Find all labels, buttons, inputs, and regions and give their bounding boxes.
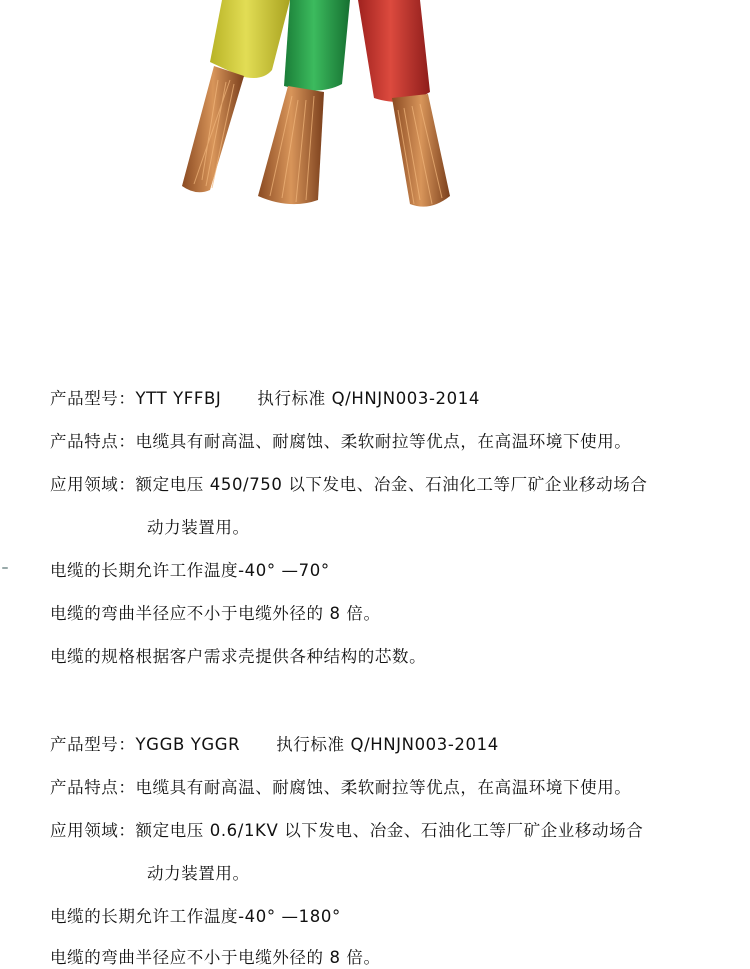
model-value: YGGB YGGR xyxy=(135,735,241,754)
use-label: 应用领域： xyxy=(50,475,136,494)
bend-radius-text: 电缆的弯曲半径应不小于电缆外径的 8 倍。 xyxy=(50,604,381,623)
use-row xyxy=(50,820,643,842)
model-value: YTT YFFBJ xyxy=(135,389,222,408)
use-value-continued: 动力装置用。 xyxy=(147,518,250,537)
standard-value: 执行标准 Q/HNJN003-2014 xyxy=(276,735,499,754)
bend-radius-text: 电缆的弯曲半径应不小于电缆外径的 8 倍。 xyxy=(50,948,381,967)
use-value-continued: 动力装置用。 xyxy=(147,864,250,883)
red-cable xyxy=(358,0,450,207)
model-row xyxy=(50,388,480,410)
standard-value: 执行标准 Q/HNJN003-2014 xyxy=(257,389,480,408)
feature-value: 电缆具有耐高温、耐腐蚀、柔软耐拉等优点，在高温环境下使用。 xyxy=(135,432,632,451)
cable-photo xyxy=(0,0,750,240)
spec-text: 电缆的规格根据客户需求壳提供各种结构的芯数。 xyxy=(50,647,427,666)
feature-label: 产品特点： xyxy=(50,432,136,451)
model-label: 产品型号： xyxy=(50,735,136,754)
feature-row xyxy=(50,777,631,799)
feature-row xyxy=(50,431,631,453)
temperature-text: 电缆的长期允许工作温度-40° —70° xyxy=(50,561,330,580)
feature-label: 产品特点： xyxy=(50,778,136,797)
use-value: 额定电压 0.6/1KV 以下发电、冶金、石油化工等厂矿企业移动场合 xyxy=(135,821,644,840)
model-label: 产品型号： xyxy=(50,389,136,408)
margin-mark xyxy=(2,567,8,569)
feature-value: 电缆具有耐高温、耐腐蚀、柔软耐拉等优点，在高温环境下使用。 xyxy=(135,778,632,797)
use-value: 额定电压 450/750 以下发电、冶金、石油化工等厂矿企业移动场合 xyxy=(135,475,648,494)
model-row xyxy=(50,734,499,756)
use-label: 应用领域： xyxy=(50,821,136,840)
temperature-text: 电缆的长期允许工作温度-40° —180° xyxy=(50,907,341,926)
use-row xyxy=(50,474,647,496)
